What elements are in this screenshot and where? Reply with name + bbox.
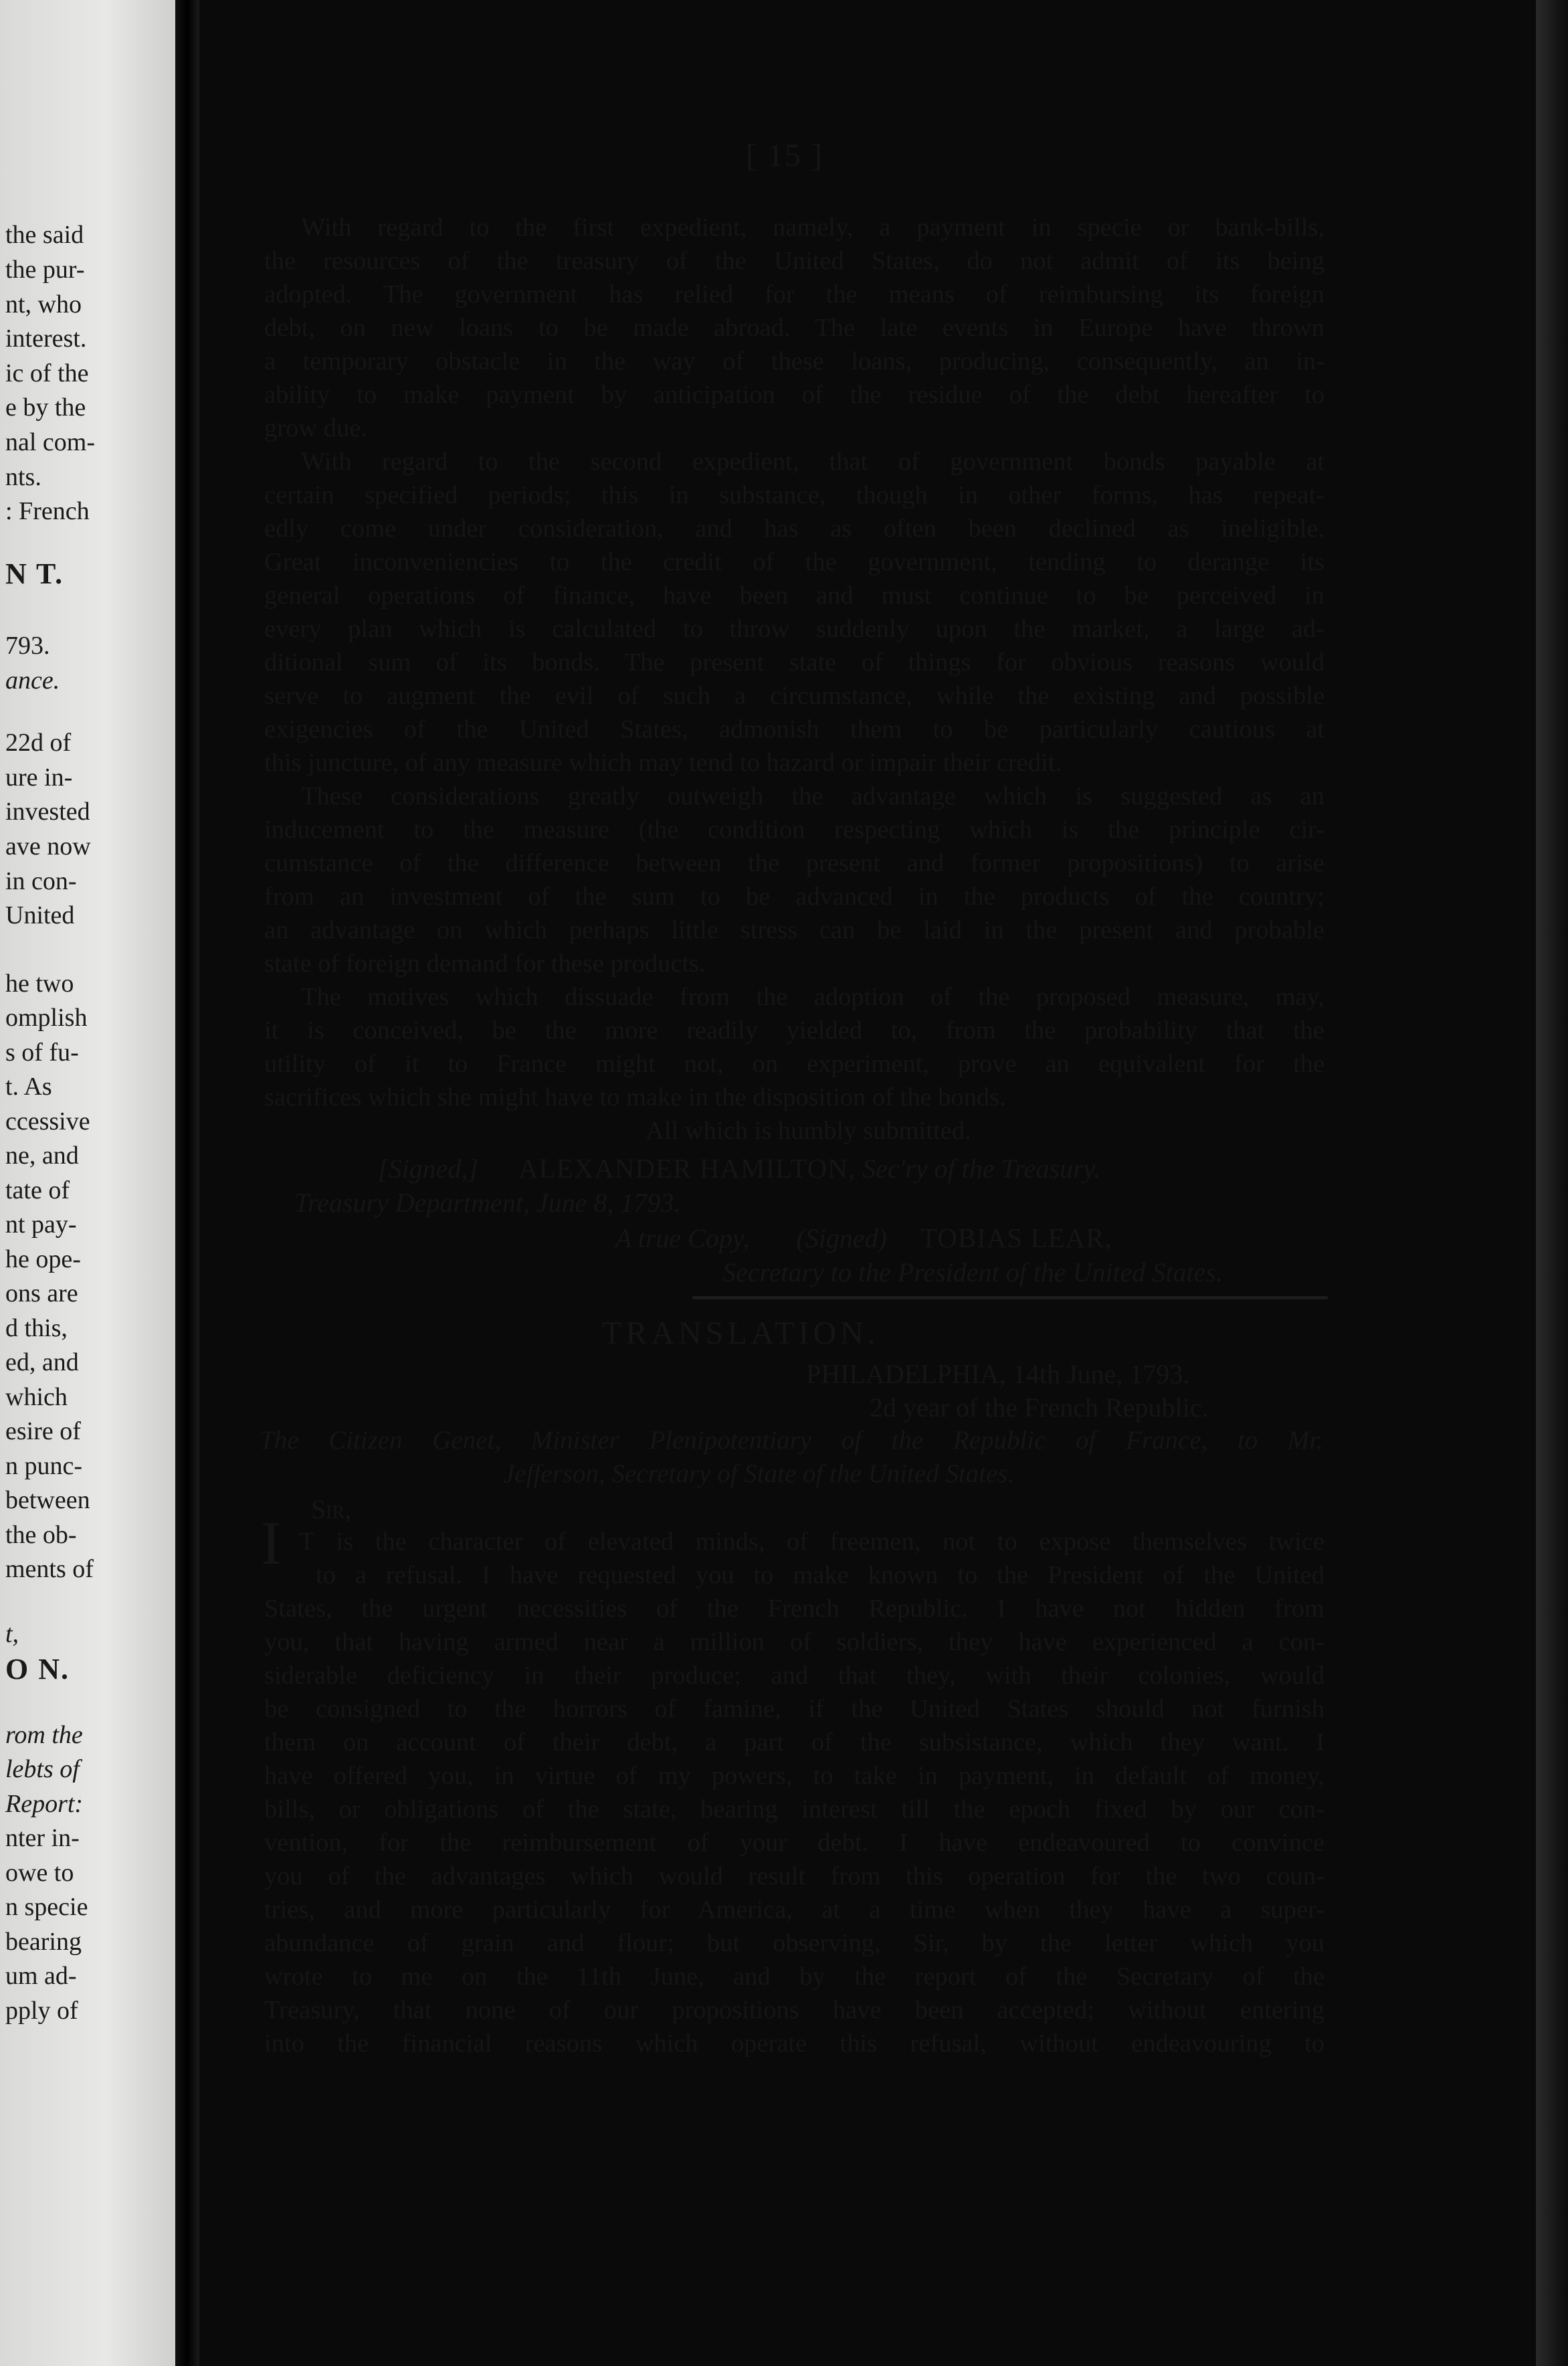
facing-page-line: he two xyxy=(5,970,74,998)
text-line: have offered you, in virtue of my powers, to take in payment, in default of money, xyxy=(264,1762,1325,1790)
facing-page-line: n specie xyxy=(5,1893,88,1921)
facing-page-line: ed, and xyxy=(5,1348,79,1376)
signature-line xyxy=(378,1152,1100,1184)
text-line: serve to augment the evil of such a circumstance, while the existing and possible xyxy=(264,682,1325,710)
facing-page-line: O N. xyxy=(5,1653,70,1686)
facing-page-line: ure in- xyxy=(5,763,73,792)
facing-page-line: nter in- xyxy=(5,1824,80,1852)
dateline: PHILADELPHIA, 14th June, 1793. xyxy=(806,1359,1190,1389)
facing-page-line: N T. xyxy=(5,557,64,590)
signer-title: Sec'ry of the Treasury. xyxy=(862,1154,1101,1184)
text-line: bills, or obligations of the state, bearing interest till the epoch fixed by our con- xyxy=(264,1795,1325,1823)
closing-line: All which is humbly submitted. xyxy=(646,1117,971,1145)
facing-page-line: nts. xyxy=(5,463,41,491)
copier-title: Secretary to the President of the United States. xyxy=(722,1257,1223,1287)
text-line: siderable deficiency in their produce; and that they, with their colonies, would xyxy=(264,1661,1325,1690)
facing-page-line: t, xyxy=(5,1620,19,1648)
facing-page-line: ccessive xyxy=(5,1107,90,1135)
facing-page-line: 793. xyxy=(5,632,50,660)
text-line: an advantage on which perhaps little stress can be laid in the present and probable xyxy=(264,916,1325,944)
text-line: edly come under consideration, and has as often been declined as ineligible. xyxy=(264,515,1325,543)
text-line: The motives which dissuade from the adoption of the proposed measure, may, xyxy=(301,983,1325,1011)
text-line: certain specified periods; this in substance, though in other forms, has repeat- xyxy=(264,481,1325,509)
facing-page-line: pply of xyxy=(5,1997,78,2025)
text-line: With regard to the second expedient, that of government bonds payable at xyxy=(301,448,1325,476)
true-copy-line xyxy=(615,1222,1112,1254)
text-line: them on account of their debt, a part of the subsistance, which they want. I xyxy=(264,1728,1325,1756)
facing-page-line: the said xyxy=(5,221,84,249)
facing-page-line: e by the xyxy=(5,393,86,422)
text-line: abundance of grain and flour; but observing, Sir, by the letter which you xyxy=(264,1929,1325,1957)
text-line: be consigned to the horrors of famine, if the United States should not furnish xyxy=(264,1695,1325,1723)
facing-page-line: Report: xyxy=(5,1790,84,1818)
facing-page-line: : French xyxy=(5,497,90,525)
text-line: into the financial reasons which operate this refusal, without endeavouring to xyxy=(264,2029,1325,2058)
facing-page-line: in con- xyxy=(5,867,77,895)
text-line: a temporary obstacle in the way of these loans, producing, consequently, an in- xyxy=(264,347,1325,375)
text-line: T is the character of elevated minds, of freemen, not to expose themselves twice xyxy=(299,1528,1325,1556)
facing-page-line: s of fu- xyxy=(5,1038,79,1067)
text-line: Great inconveniencies to the credit of the government, tending to derange its xyxy=(264,548,1325,576)
signed-label-2: (Signed) xyxy=(796,1223,887,1253)
copier-name: TOBIAS LEAR, xyxy=(920,1222,1112,1253)
facing-page-line: nt pay- xyxy=(5,1210,77,1239)
text-line: exigencies of the United States, admonish them to be particularly cautious at xyxy=(264,715,1325,743)
text-line: vention, for the reimbursement of your debt. I have endeavoured to convince xyxy=(264,1829,1325,1857)
facing-page-line: rom the xyxy=(5,1721,83,1749)
facing-page-line: ons are xyxy=(5,1279,78,1307)
facing-page-line: nt, who xyxy=(5,290,82,318)
text-line: general operations of finance, have been and must continue to be perceived in xyxy=(264,581,1325,610)
facing-page-line: 22d of xyxy=(5,729,72,757)
text-line: from an investment of the sum to be advanced in the products of the country; xyxy=(264,883,1325,911)
salutation: Sir, xyxy=(311,1494,352,1524)
facing-page-line: t. As xyxy=(5,1073,52,1101)
facing-page-line: the pur- xyxy=(5,256,85,284)
text-line: debt, on new loans to be made abroad. The late events in Europe have thrown xyxy=(264,314,1325,342)
facing-page-line: ave now xyxy=(5,832,91,860)
translation-heading: TRANSLATION. xyxy=(602,1315,880,1351)
text-line: state of foreign demand for these products. xyxy=(264,949,706,978)
facing-page-line: ments of xyxy=(5,1555,94,1583)
facing-page-line: n punc- xyxy=(5,1452,83,1480)
text-line: wrote to me on the 11th June, and by the report of the Secretary of the xyxy=(264,1963,1325,1991)
facing-page-line: ic of the xyxy=(5,359,89,387)
facing-page-line: tate of xyxy=(5,1176,70,1204)
text-line: this juncture, of any measure which may tend to hazard or impair their credit. xyxy=(264,749,1062,777)
page-number: [ 15 ] xyxy=(746,138,823,173)
text-line: ability to make payment by anticipation of the residue of the debt hereafter to xyxy=(264,381,1325,409)
text-line: it is conceived, be the more readily yielded to, from the probability that the xyxy=(264,1016,1325,1044)
section-divider xyxy=(692,1296,1328,1299)
text-line: every plan which is calculated to throw suddenly upon the market, a large ad- xyxy=(264,615,1325,643)
signed-label: [Signed,] xyxy=(378,1154,478,1184)
facing-page-line: bearing xyxy=(5,1928,82,1956)
text-line: Treasury, that none of our propositions have been accepted; without entering xyxy=(264,1996,1325,2024)
text-line: tries, and more particularly for America, at a time when they have a super- xyxy=(264,1896,1325,1924)
text-line: States, the urgent necessities of the French Republic. I have not hidden from xyxy=(264,1595,1325,1623)
facing-page-line: the ob- xyxy=(5,1521,77,1549)
true-copy-label: A true Copy, xyxy=(615,1223,750,1253)
republic-year: 2d year of the French Republic. xyxy=(870,1392,1209,1423)
text-line: you, that having armed near a million of soldiers, they have experienced a con- xyxy=(264,1628,1325,1656)
facing-page-line: between xyxy=(5,1486,90,1514)
facing-page-line: which xyxy=(5,1383,68,1411)
address-line-1: The Citizen Genet, Minister Plenipotentiary of the Republic of France, to Mr. xyxy=(260,1426,1323,1455)
text-line: you of the advantages which would result from this operation for the two coun- xyxy=(264,1862,1325,1890)
department-line: Treasury Department, June 8, 1793. xyxy=(294,1188,681,1218)
facing-page-line: invested xyxy=(5,798,90,826)
facing-page-line: ance. xyxy=(5,666,60,695)
facing-page-line: owe to xyxy=(5,1859,74,1887)
facing-page-line: omplish xyxy=(5,1004,88,1032)
text-line: These considerations greatly outweigh the advantage which is suggested as an xyxy=(301,782,1325,810)
facing-page-line: ne, and xyxy=(5,1142,79,1170)
text-line: sacrifices which she might have to make in the disposition of the bonds. xyxy=(264,1083,1006,1111)
facing-page-line: nal com- xyxy=(5,428,96,456)
facing-page-line: um ad- xyxy=(5,1962,77,1990)
text-line: to a refusal. I have requested you to make known to the President of the United xyxy=(316,1561,1325,1589)
text-line: utility of it to France might not, on experiment, prove an equivalent for the xyxy=(264,1050,1325,1078)
text-line: adopted. The government has relied for the means of reimbursing its foreign xyxy=(264,280,1325,308)
facing-page-line: d this, xyxy=(5,1314,68,1342)
text-line: With regard to the first expedient, namely, a payment in specie or bank-bills, xyxy=(301,213,1325,242)
facing-page-line: esire of xyxy=(5,1417,81,1445)
page-edge xyxy=(1536,0,1568,2366)
text-line: ditional sum of its bonds. The present state of things for obvious reasons would xyxy=(264,648,1325,676)
drop-cap: I xyxy=(261,1509,282,1577)
facing-page-line: United xyxy=(5,901,75,929)
facing-page-line: interest. xyxy=(5,325,87,353)
text-line: the resources of the treasury of the United States, do not admit of its being xyxy=(264,247,1325,275)
facing-page-line: lebts of xyxy=(5,1755,80,1783)
facing-page-line: he ope- xyxy=(5,1245,81,1273)
text-line: inducement to the measure (the condition respecting which is the principle cir- xyxy=(264,816,1325,844)
address-line-2: Jefferson, Secretary of State of the United States. xyxy=(503,1459,1015,1488)
signer-name: ALEXANDER HAMILTON, xyxy=(518,1153,856,1184)
text-line: grow due. xyxy=(264,414,367,442)
text-line: cumstance of the difference between the present and former propositions) to arise xyxy=(264,849,1325,877)
